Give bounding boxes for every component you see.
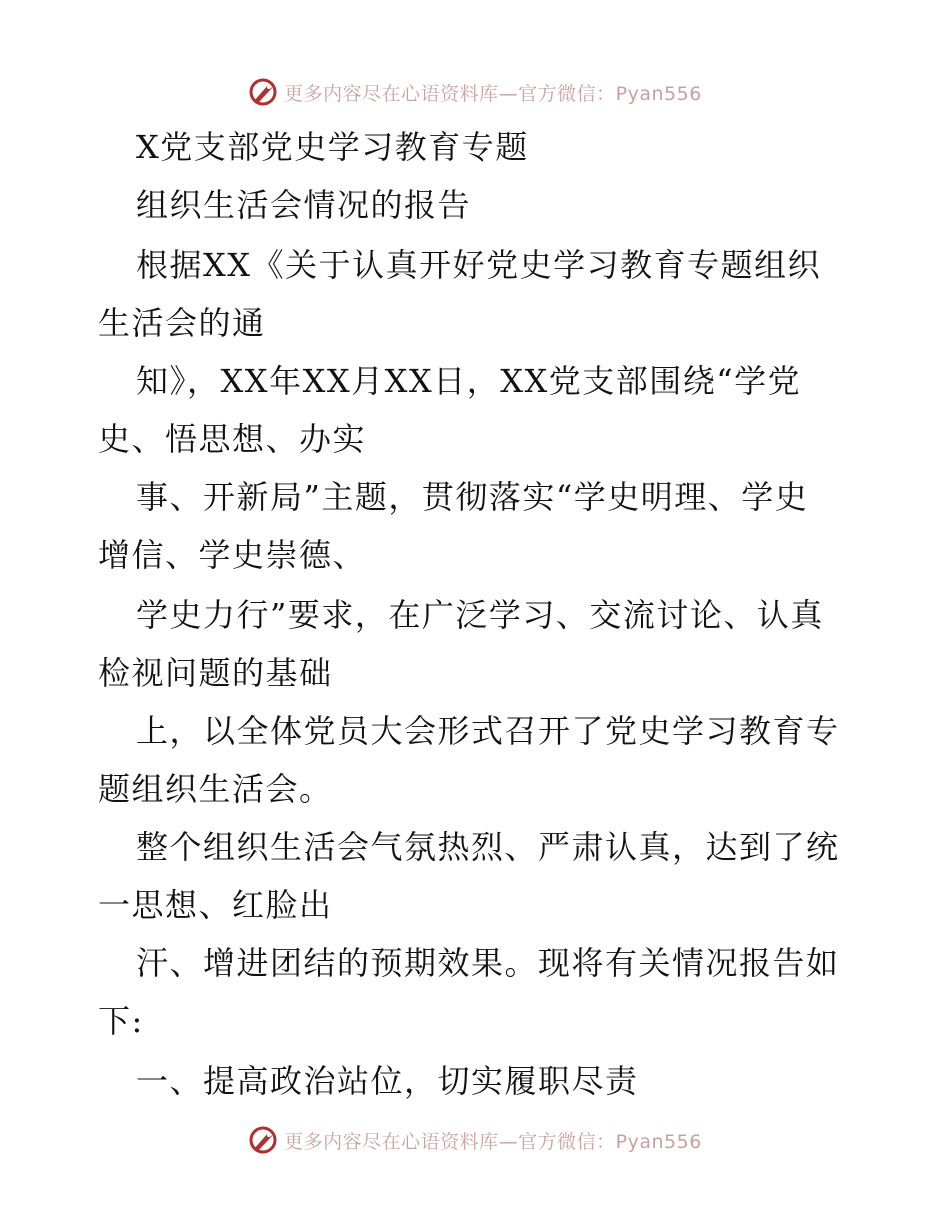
paragraph-line: 题组织生活会。 bbox=[98, 770, 333, 808]
paragraph-line: 事、开新局”主题，贯彻落实“学史明理、学史 bbox=[136, 478, 809, 516]
pen-logo-icon bbox=[248, 1125, 278, 1155]
paragraph-line: 汗、增进团结的预期效果。现将有关情况报告如 bbox=[136, 944, 840, 982]
paragraph-line: 检视问题的基础 bbox=[98, 654, 333, 692]
doc-title-line-1: X党支部党史学习教育专题 bbox=[136, 128, 529, 166]
paragraph-line: 上，以全体党员大会形式召开了党史学习教育专 bbox=[136, 712, 840, 750]
paragraph-line: 学史力行”要求，在广泛学习、交流讨论、认真 bbox=[136, 596, 824, 634]
watermark-footer bbox=[0, 1120, 950, 1160]
paragraph-line: 增信、学史崇德、 bbox=[98, 536, 367, 574]
paragraph-line: 整个组织生活会气氛热烈、严肃认真，达到了统 bbox=[136, 828, 840, 866]
paragraph-line: 史、悟思想、办实 bbox=[98, 420, 367, 458]
paragraph-line: 一思想、红脸出 bbox=[98, 886, 333, 924]
paragraph-line: 根据XX《关于认真开好党史学习教育专题组织 bbox=[136, 246, 822, 284]
paragraph-line: 知》，XX年XX月XX日，XX党支部围绕“学党 bbox=[136, 362, 802, 400]
section-heading: 一、提高政治站位，切实履职尽责 bbox=[136, 1062, 639, 1100]
watermark-text: 更多内容尽在心语资料库—官方微信：Pyan556 bbox=[284, 82, 702, 105]
doc-title-line-2: 组织生活会情况的报告 bbox=[136, 186, 472, 224]
watermark-text: 更多内容尽在心语资料库—官方微信：Pyan556 bbox=[284, 1130, 702, 1153]
paragraph-line: 生活会的通 bbox=[98, 304, 266, 342]
paragraph-line: 下: bbox=[98, 1002, 144, 1040]
